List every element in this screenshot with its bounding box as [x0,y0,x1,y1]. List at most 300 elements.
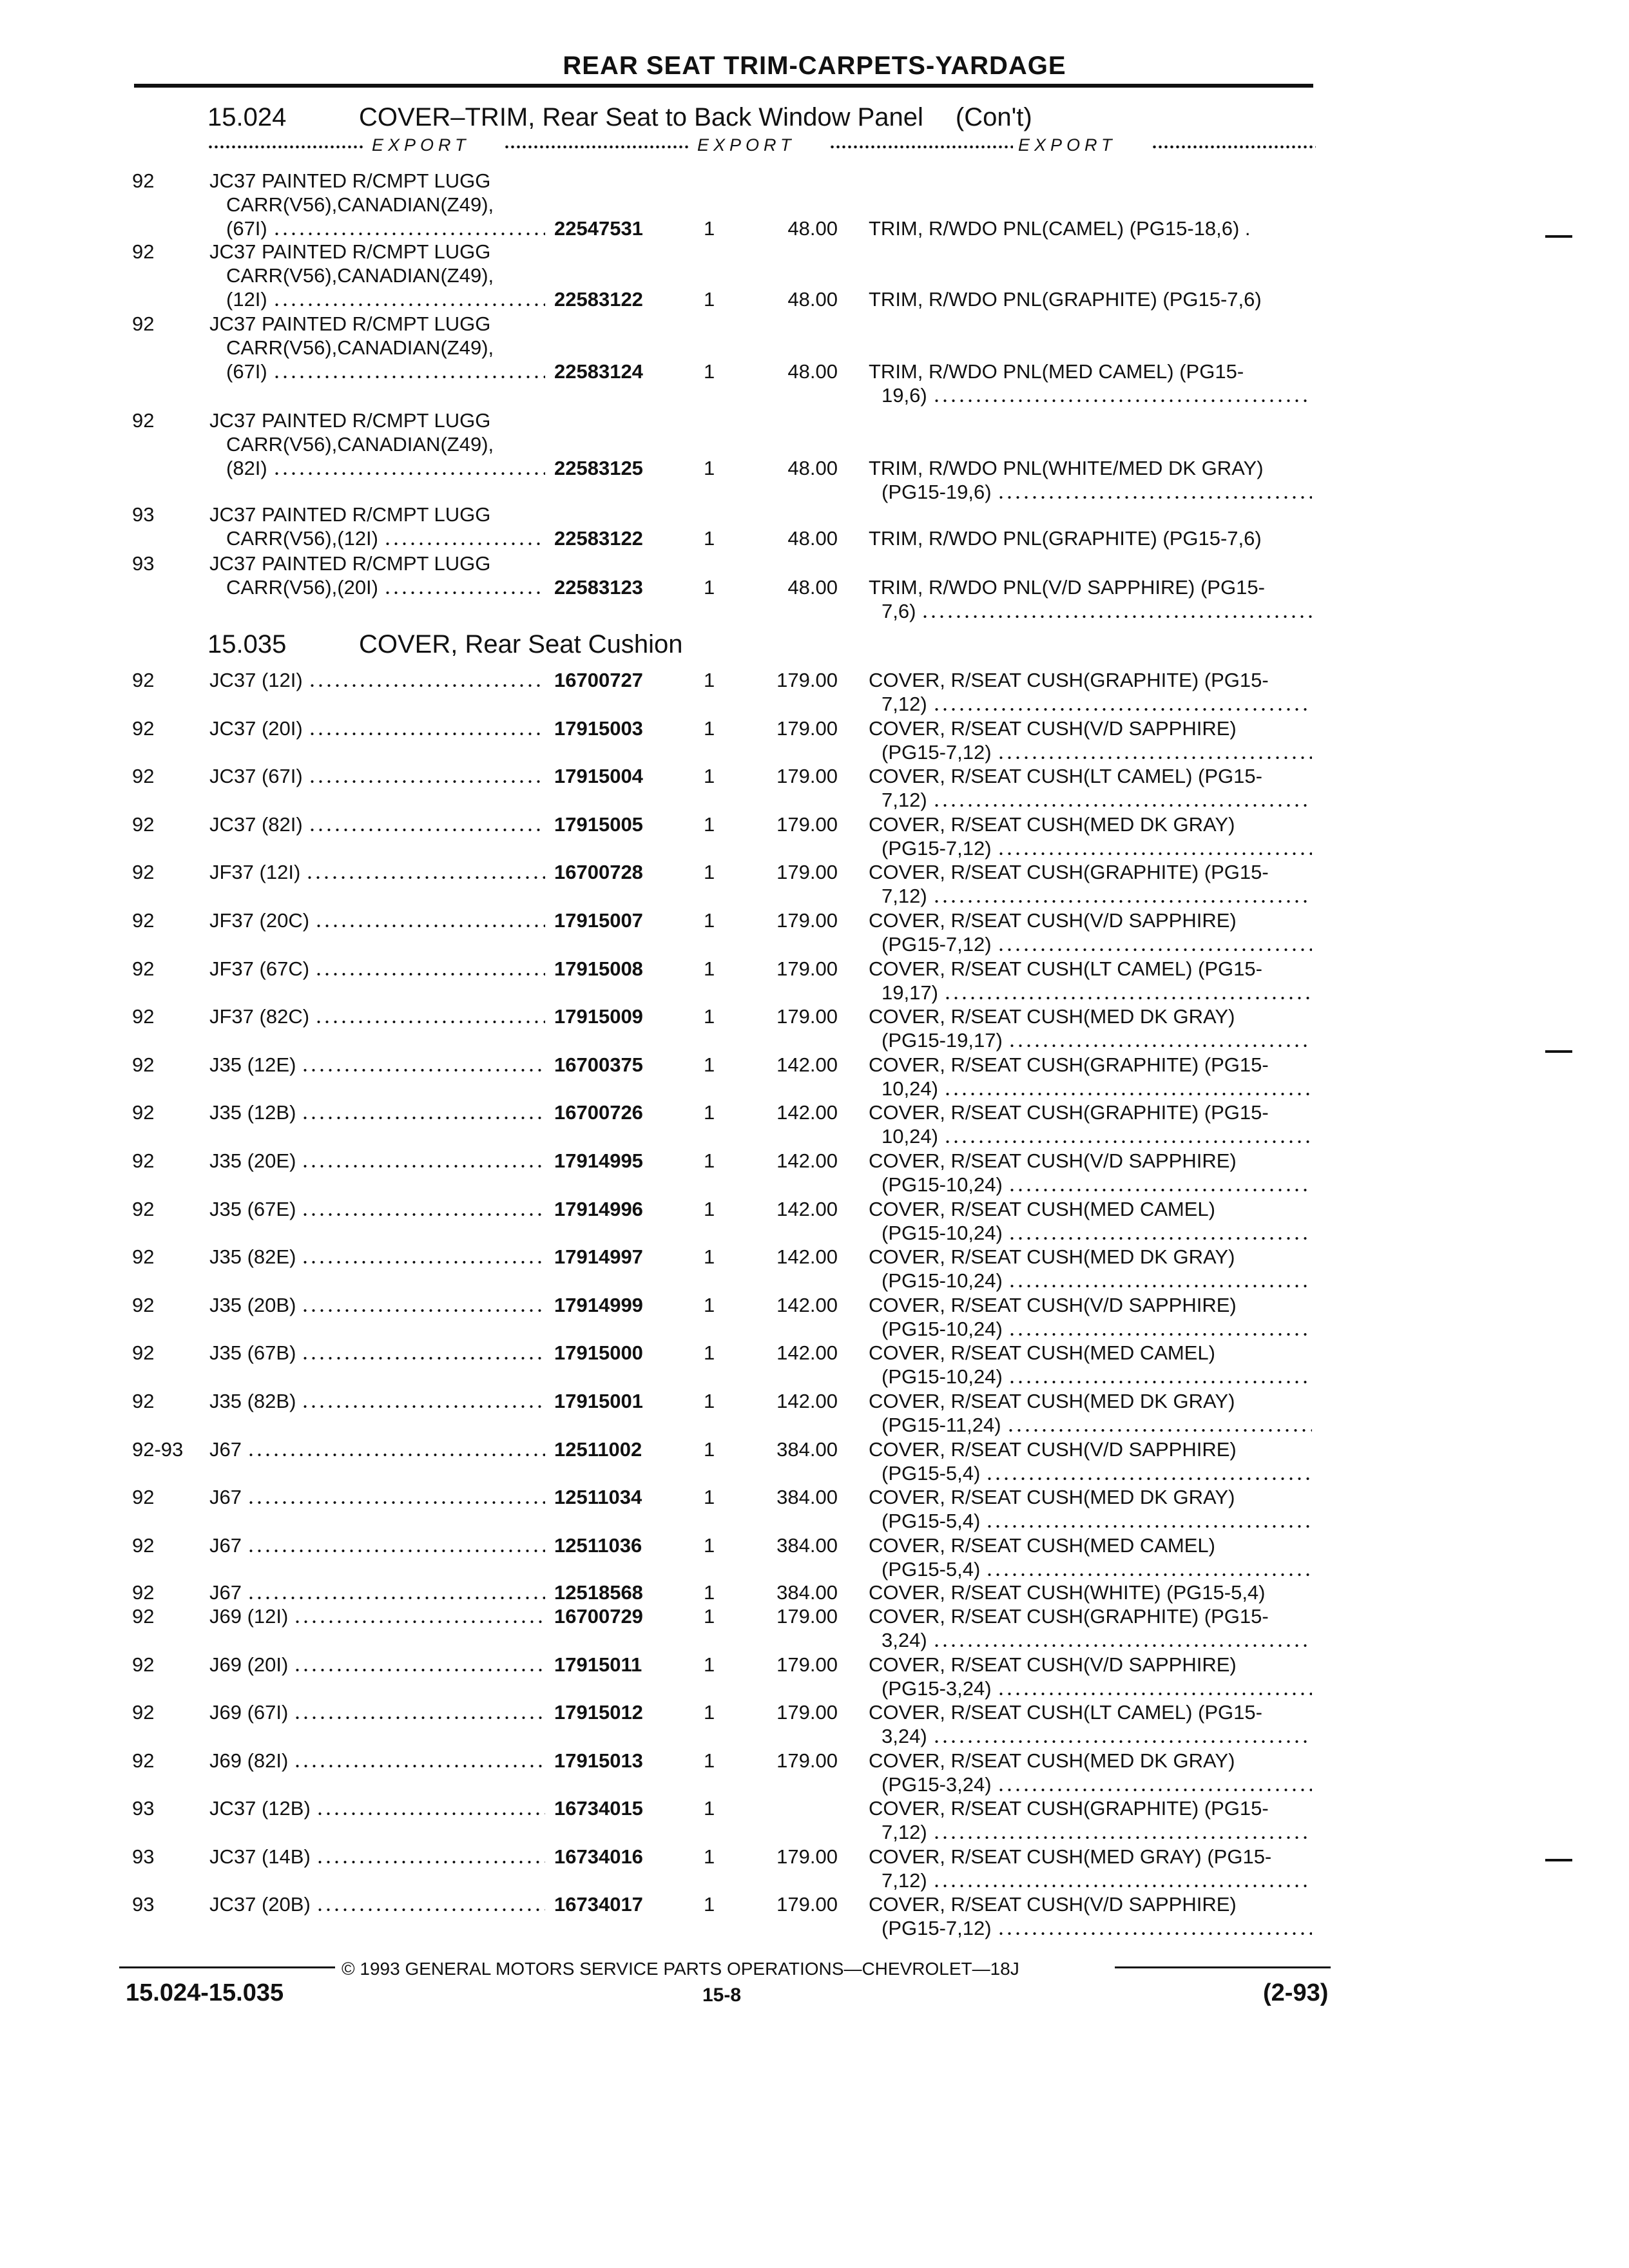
note-line: (PG15-5,4) [882,1462,981,1485]
description-line: CARR(V56),CANADIAN(Z49), [226,336,494,359]
model-description [209,1437,551,1461]
list-price: 179.00 [776,861,838,883]
note-line: COVER, R/SEAT CUSH(V/D SAPPHIRE) [869,1294,1237,1316]
note-line: COVER, R/SEAT CUSH(GRAPHITE) (PG15- [869,669,1269,691]
section-number: 15.035 [207,630,287,658]
description-line: JC37 (12I) [209,669,303,691]
note-line: COVER, R/SEAT CUSH(V/D SAPPHIRE) [869,1149,1237,1172]
part-note [869,1341,1320,1389]
model-year: 92 [132,240,155,263]
section-number: 15.024 [207,103,287,131]
description-line: (67I) [226,360,267,383]
description-line: J35 (12E) [209,1053,296,1076]
leader-dots [247,1597,545,1599]
leader-dots [997,1693,1312,1695]
model-year: 92 [132,1749,155,1772]
part-number: 17914996 [554,1198,643,1220]
export-banner [207,135,1316,157]
model-description [209,860,551,884]
part-number: 17915012 [554,1701,643,1724]
part-number: 22547531 [554,217,643,240]
model-description [209,408,551,480]
description-line: JC37 PAINTED R/CMPT LUGG [209,552,491,575]
note-line: TRIM, R/WDO PNL(GRAPHITE) (PG15-7,6) [869,527,1262,550]
note-line: 7,12) [882,1821,927,1843]
description-line: J67 [209,1581,242,1604]
part-note [869,1796,1320,1844]
margin-mark [1545,1050,1572,1053]
model-year: 92-93 [132,1438,184,1461]
footer-rule-right [1115,1966,1331,1968]
footer-rule-left [119,1966,335,1968]
asterisk-rule [829,143,1013,151]
note-line: COVER, R/SEAT CUSH(MED CAMEL) [869,1534,1215,1557]
model-year: 92 [132,1005,155,1028]
leader-dots [932,399,1312,402]
note-line: COVER, R/SEAT CUSH(V/D SAPPHIRE) [869,717,1237,740]
note-line: (PG15-19,6) [882,481,992,503]
leader-dots [997,756,1312,759]
note-line: TRIM, R/WDO PNL(GRAPHITE) (PG15-7,6) [869,288,1262,311]
quantity: 1 [704,669,715,691]
note-line: 7,12) [882,693,927,715]
section-heading-15-035 [207,630,682,659]
note-line: COVER, R/SEAT CUSH(LT CAMEL) (PG15- [869,765,1262,787]
leader-dots [293,1716,545,1719]
model-description [209,552,551,599]
leader-dots [943,997,1312,999]
quantity: 1 [704,360,715,383]
leader-dots [293,1765,545,1767]
note-line: COVER, R/SEAT CUSH(MED DK GRAY) [869,1749,1235,1772]
model-year: 92 [132,1341,155,1364]
part-note [869,1100,1320,1148]
part-note [869,716,1320,764]
leader-dots [308,829,545,831]
list-price: 48.00 [787,576,838,599]
description-line: JC37 PAINTED R/CMPT LUGG [209,169,491,192]
note-line: 3,24) [882,1629,927,1651]
leader-dots [301,1405,545,1408]
list-price: 384.00 [776,1581,838,1604]
model-year: 92 [132,312,155,335]
list-price: 179.00 [776,813,838,836]
part-note [869,1845,1320,1892]
note-line: COVER, R/SEAT CUSH(V/D SAPPHIRE) [869,1438,1237,1461]
description-line: J35 (20B) [209,1294,296,1316]
note-line: 19,17) [882,981,938,1004]
model-description [209,1653,551,1677]
part-number: 16700375 [554,1053,643,1076]
note-line: 7,6) [882,600,916,622]
model-year: 92 [132,1149,155,1172]
quantity: 1 [704,765,715,787]
note-line: COVER, R/SEAT CUSH(MED DK GRAY) [869,1486,1235,1508]
note-line: (PG15-5,4) [882,1510,981,1532]
leader-dots [301,1117,545,1119]
leader-dots [301,1069,545,1072]
leader-dots [273,376,545,378]
description-line: J67 [209,1534,242,1557]
asterisk-rule [504,143,691,151]
note-line: 7,12) [882,1869,927,1892]
leader-dots [943,1140,1312,1143]
description-line: J35 (67E) [209,1198,296,1220]
leader-dots [247,1454,545,1456]
description-line: JF37 (20C) [209,909,310,932]
leader-dots [943,1093,1312,1095]
quantity: 1 [704,527,715,550]
description-line: J69 (20I) [209,1653,289,1676]
model-description [209,503,551,550]
note-line: COVER, R/SEAT CUSH(GRAPHITE) (PG15- [869,1101,1269,1124]
model-description [209,312,551,383]
description-line: JC37 PAINTED R/CMPT LUGG [209,312,491,335]
note-line: COVER, R/SEAT CUSH(MED DK GRAY) [869,1245,1235,1268]
leader-dots [932,1885,1312,1887]
description-line: J35 (82E) [209,1245,296,1268]
note-line: COVER, R/SEAT CUSH(MED GRAY) (PG15- [869,1845,1272,1868]
part-number: 16700726 [554,1101,643,1124]
quantity: 1 [704,813,715,836]
description-line: CARR(V56),CANADIAN(Z49), [226,193,494,216]
description-line: CARR(V56),(12I) [226,527,378,550]
description-line: JC37 (20I) [209,717,303,740]
page-title: REAR SEAT TRIM-CARPETS-YARDAGE [563,52,1066,80]
leader-dots [247,1550,545,1552]
list-price: 179.00 [776,765,838,787]
list-price: 384.00 [776,1438,838,1461]
model-description [209,1581,551,1604]
part-number: 17914997 [554,1245,643,1268]
list-price: 179.00 [776,1605,838,1628]
leader-dots [293,1620,545,1623]
model-description [209,812,551,836]
part-note [869,1581,1320,1604]
note-line: 3,24) [882,1725,927,1747]
part-note [869,957,1320,1004]
quantity: 1 [704,576,715,599]
part-note [869,1485,1320,1533]
quantity: 1 [704,1486,715,1508]
list-price: 142.00 [776,1053,838,1076]
model-description [209,1293,551,1317]
note-line: (PG15-5,4) [882,1558,981,1581]
leader-dots [314,973,545,975]
note-line: COVER, R/SEAT CUSH(MED CAMEL) [869,1198,1215,1220]
quantity: 1 [704,1605,715,1628]
description-line: J35 (67B) [209,1341,296,1364]
part-number: 16700729 [554,1605,643,1628]
description-line: J67 [209,1438,242,1461]
quantity: 1 [704,1053,715,1076]
leader-dots [985,1477,1312,1480]
list-price: 142.00 [776,1101,838,1124]
part-note [869,1700,1320,1748]
model-year: 92 [132,1653,155,1676]
leader-dots [932,900,1312,903]
leader-dots [308,780,545,783]
description-line: J67 [209,1486,242,1508]
leader-dots [932,804,1312,807]
model-description [209,1053,551,1077]
list-price: 179.00 [776,1845,838,1868]
description-line: J69 (67I) [209,1701,289,1724]
page-number: 15-8 [702,1984,742,2006]
model-description [209,1004,551,1028]
part-number: 16700727 [554,669,643,691]
part-note [869,1437,1320,1485]
description-line: JC37 (82I) [209,813,303,836]
model-description [209,957,551,981]
part-note [869,1892,1320,1940]
quantity: 1 [704,1534,715,1557]
part-note [869,764,1320,812]
leader-dots [1008,1237,1312,1240]
leader-dots [997,496,1312,499]
note-line: COVER, R/SEAT CUSH(V/D SAPPHIRE) [869,1893,1237,1916]
list-price: 179.00 [776,1653,838,1676]
model-year: 92 [132,1390,155,1412]
part-number: 12518568 [554,1581,643,1604]
note-line: (PG15-7,12) [882,837,992,860]
part-note [869,1053,1320,1100]
leader-dots [308,684,545,687]
note-line: (PG15-10,24) [882,1173,1003,1196]
model-description [209,240,551,311]
description-line: JC37 PAINTED R/CMPT LUGG [209,240,491,263]
leader-dots [316,1812,545,1815]
leader-dots [383,591,545,594]
part-note [869,1197,1320,1245]
quantity: 1 [704,1893,715,1916]
model-description [209,668,551,692]
description-line: CARR(V56),CANADIAN(Z49), [226,264,494,287]
model-year: 93 [132,1845,155,1868]
note-line: (PG15-10,24) [882,1365,1003,1388]
model-description [209,1604,551,1628]
leader-dots [932,1836,1312,1839]
quantity: 1 [704,1341,715,1364]
model-year: 92 [132,1486,155,1508]
note-line: 10,24) [882,1077,938,1100]
model-description [209,1845,551,1869]
note-line: COVER, R/SEAT CUSH(GRAPHITE) (PG15- [869,1053,1269,1076]
note-line: TRIM, R/WDO PNL(MED CAMEL) (PG15- [869,360,1244,383]
model-description [209,1796,551,1820]
note-line: COVER, R/SEAT CUSH(V/D SAPPHIRE) [869,1653,1237,1676]
leader-dots [301,1357,545,1360]
part-note [869,526,1320,550]
list-price: 48.00 [787,288,838,311]
description-line: JF37 (67C) [209,957,310,980]
quantity: 1 [704,1797,715,1820]
model-year: 92 [132,717,155,740]
part-number: 17915009 [554,1005,643,1028]
part-note [869,1293,1320,1341]
model-description [209,716,551,740]
model-description [209,1197,551,1221]
note-line: COVER, R/SEAT CUSH(MED DK GRAY) [869,1005,1235,1028]
note-line: (PG15-10,24) [882,1222,1003,1244]
note-line: 7,12) [882,885,927,907]
part-number: 17914999 [554,1294,643,1316]
model-year: 92 [132,861,155,883]
list-price: 142.00 [776,1149,838,1172]
list-price: 179.00 [776,957,838,980]
description-line: JC37 (14B) [209,1845,311,1868]
list-price: 384.00 [776,1486,838,1508]
description-line: JC37 (67I) [209,765,303,787]
note-line: COVER, R/SEAT CUSH(MED DK GRAY) [869,813,1235,836]
list-price: 48.00 [787,360,838,383]
description-line: (67I) [226,217,267,240]
description-line: CARR(V56),CANADIAN(Z49), [226,433,494,456]
quantity: 1 [704,1701,715,1724]
description-line: JC37 (20B) [209,1893,311,1916]
note-line: TRIM, R/WDO PNL(CAMEL) (PG15-18,6) . [869,217,1251,240]
part-number: 16734017 [554,1893,643,1916]
note-line: TRIM, R/WDO PNL(WHITE/MED DK GRAY) [869,457,1264,479]
description-line: J35 (82B) [209,1390,296,1412]
part-number: 22583122 [554,527,643,550]
leader-dots [1007,1429,1312,1432]
note-line: COVER, R/SEAT CUSH(LT CAMEL) (PG15- [869,1701,1262,1724]
model-description [209,1100,551,1124]
list-price: 48.00 [787,527,838,550]
model-year: 92 [132,957,155,980]
quantity: 1 [704,288,715,311]
part-number: 22583124 [554,360,643,383]
leader-dots [301,1309,545,1312]
part-note [869,1749,1320,1796]
part-number: 16734015 [554,1797,643,1820]
leader-dots [932,708,1312,711]
description-line: JF37 (12I) [209,861,301,883]
part-number: 17915004 [554,765,643,787]
model-year: 92 [132,669,155,691]
leader-dots [301,1261,545,1264]
part-number: 12511034 [554,1486,642,1508]
list-price: 142.00 [776,1390,838,1412]
note-line: TRIM, R/WDO PNL(V/D SAPPHIRE) (PG15- [869,576,1265,599]
part-number: 17915007 [554,909,643,932]
note-line: 7,12) [882,789,927,811]
quantity: 1 [704,1390,715,1412]
note-line: (PG15-10,24) [882,1269,1003,1292]
note-line: (PG15-7,12) [882,741,992,764]
section-title: COVER–TRIM, Rear Seat to Back Window Panel [359,103,923,131]
part-number: 16734016 [554,1845,643,1868]
leader-dots [997,852,1312,855]
quantity: 1 [704,1581,715,1604]
quantity: 1 [704,1005,715,1028]
note-line: (PG15-19,17) [882,1029,1003,1052]
leader-dots [301,1213,545,1216]
leader-dots [932,1740,1312,1743]
leader-dots [997,948,1312,951]
model-description [209,908,551,932]
part-number: 22583123 [554,576,643,599]
part-number: 17915013 [554,1749,643,1772]
list-price: 48.00 [787,217,838,240]
model-description [209,1700,551,1724]
note-line: COVER, R/SEAT CUSH(GRAPHITE) (PG15- [869,1797,1269,1820]
export-label: EXPORT [697,135,796,155]
model-description [209,1533,551,1557]
model-year: 93 [132,1893,155,1916]
quantity: 1 [704,1101,715,1124]
description-line: J35 (12B) [209,1101,296,1124]
quantity: 1 [704,717,715,740]
description-line: J35 (20E) [209,1149,296,1172]
model-year: 92 [132,409,155,432]
description-line: CARR(V56),(20I) [226,576,378,599]
leader-dots [921,615,1312,618]
asterisk-rule [207,143,365,151]
leader-dots [985,1525,1312,1528]
note-line: COVER, R/SEAT CUSH(MED CAMEL) [869,1341,1215,1364]
note-line: COVER, R/SEAT CUSH(WHITE) (PG15-5,4) [869,1581,1266,1604]
note-line: 10,24) [882,1125,938,1148]
list-price: 179.00 [776,1701,838,1724]
part-note [869,1533,1320,1581]
leader-dots [1008,1381,1312,1383]
quantity: 1 [704,217,715,240]
model-year: 92 [132,813,155,836]
part-note [869,216,1320,240]
part-number: 16700728 [554,861,643,883]
model-description [209,1149,551,1173]
header-rule [134,84,1313,88]
part-number: 17915011 [554,1653,642,1676]
leader-dots [314,925,545,927]
part-number: 17914995 [554,1149,643,1172]
note-line: COVER, R/SEAT CUSH(GRAPHITE) (PG15- [869,1605,1269,1628]
quantity: 1 [704,861,715,883]
leader-dots [308,733,545,735]
list-price: 179.00 [776,669,838,691]
margin-mark [1545,1859,1572,1861]
leader-dots [997,1932,1312,1935]
leader-dots [1008,1285,1312,1287]
quantity: 1 [704,1749,715,1772]
list-price: 179.00 [776,1749,838,1772]
part-number: 17915001 [554,1390,643,1412]
part-note [869,1389,1320,1437]
copyright-notice: © 1993 GENERAL MOTORS SERVICE PARTS OPERATIONS—CHEVROLET—18J [342,1959,1019,1979]
list-price: 179.00 [776,1005,838,1028]
note-line: (PG15-11,24) [882,1414,1001,1436]
leader-dots [273,303,545,306]
model-year: 93 [132,552,155,575]
quantity: 1 [704,909,715,932]
leader-dots [247,1501,545,1504]
leader-dots [305,876,545,879]
list-price: 179.00 [776,909,838,932]
quantity: 1 [704,1149,715,1172]
model-description [209,1389,551,1413]
section-range: 15.024-15.035 [126,1979,284,2006]
part-note [869,1653,1320,1700]
model-year: 92 [132,1101,155,1124]
part-note [869,668,1320,716]
leader-dots [301,1165,545,1168]
model-year: 92 [132,169,155,192]
note-line: COVER, R/SEAT CUSH(V/D SAPPHIRE) [869,909,1237,932]
section-continued: (Con't) [955,103,1032,131]
leader-dots [293,1669,545,1671]
